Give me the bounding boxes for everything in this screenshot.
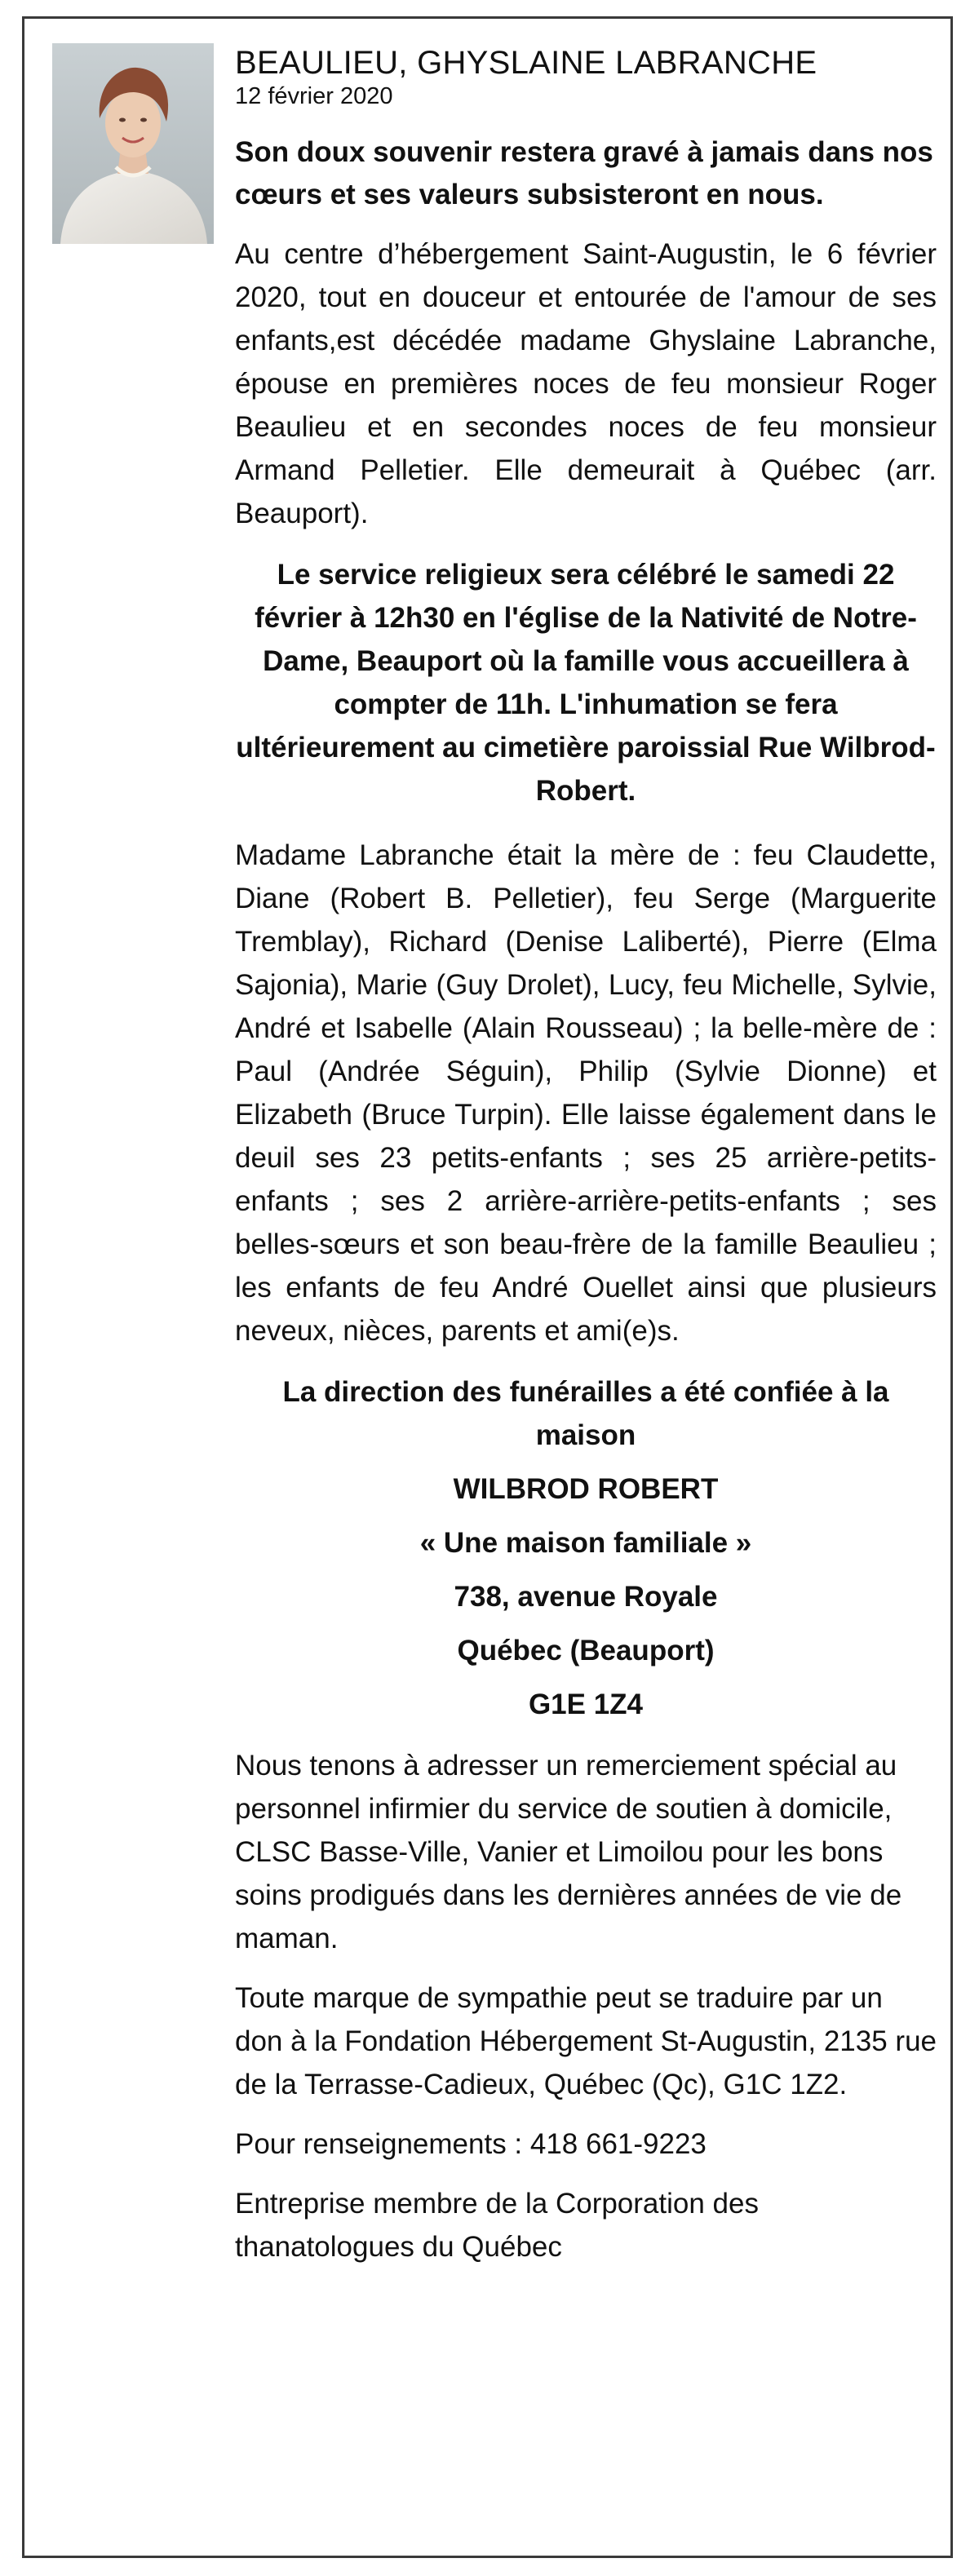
publication-date: 12 février 2020 [235, 83, 393, 109]
notice-content [235, 43, 937, 2285]
donation-paragraph: Toute marque de sympathie peut se traduire par un don à la Fondation Hébergement St-Augustin, 2135 rue de la Terrasse-Cadieux, Québec (Qc), G1C 1Z2. [235, 1982, 937, 2100]
funeral-home-city: Québec (Beauport) [457, 1635, 715, 1666]
deceased-name: BEAULIEU, GHYSLAINE LABRANCHE [235, 45, 817, 81]
thanks-paragraph: Nous tenons à adresser un remerciement spécial au personnel infirmier du service de soutien à domicile, CLSC Basse-Ville, Vanier et Limoilou pour les bons soins prodigués dans les dernières années de vie de maman. [235, 1750, 902, 1954]
portrait-photo [52, 43, 214, 244]
corporation-line: Entreprise membre de la Corporation des thanatologues du Québec [235, 2188, 759, 2263]
memorial-tagline: Son doux souvenir restera gravé à jamais dans nos cœurs et ses valeurs subsisteront en nous. [235, 136, 933, 210]
info-line: Pour renseignements : 418 661-9223 [235, 2128, 707, 2160]
death-notice-paragraph: Au centre d’hébergement Saint-Augustin, le 6 février 2020, tout en douceur et entourée de l'amour de ses enfants,est décédée madame Ghyslaine Labranche, épouse en premières noces de feu monsieur Roger Beaulieu et en secondes noces de feu monsieur Armand Pelletier. Elle demeurait à Québec (arr. Beauport). [235, 238, 937, 529]
funeral-home-intro: La direction des funérailles a été confiée à la maison [282, 1376, 889, 1451]
family-paragraph: Madame Labranche était la mère de : feu Claudette, Diane (Robert B. Pelletier), feu Serge (Marguerite Tremblay), Richard (Denise Laliberté), Pierre (Elma Sajonia), Marie (Guy Drolet), Lucy, feu Michelle, Sylvie, André et Isabelle (Alain Rousseau) ; la belle-mère de : Paul (Andrée Séguin), Philip (Sylvie Dionne) et Elizabeth (Bruce Turpin). Elle laisse également dans le deuil ses 23 petits-enfants ; ses 25 arrière-petits-enfants ; ses 2 arrière-arrière-petits-enfants ; ses belles-sœurs et son beau-frère de la famille Beaulieu ; les enfants de feu André Ouellet ainsi que plusieurs neveux, nièces, parents et ami(e)s. [235, 839, 937, 1347]
funeral-home-name: WILBROD ROBERT [453, 1473, 719, 1505]
funeral-home-postal-code: G1E 1Z4 [528, 1689, 644, 1720]
service-details: Le service religieux sera célébré le samedi 22 février à 12h30 en l'église de la Nativité de Notre-Dame, Beauport où la famille vous accueillera à compter de 11h. L'inhumation se fera ultérieurement au cimetière paroissial Rue Wilbrod-Robert. [236, 559, 936, 807]
funeral-home-motto: « Une maison familiale » [419, 1527, 752, 1559]
funeral-home-street: 738, avenue Royale [454, 1581, 718, 1613]
obituary-card [22, 16, 953, 2558]
